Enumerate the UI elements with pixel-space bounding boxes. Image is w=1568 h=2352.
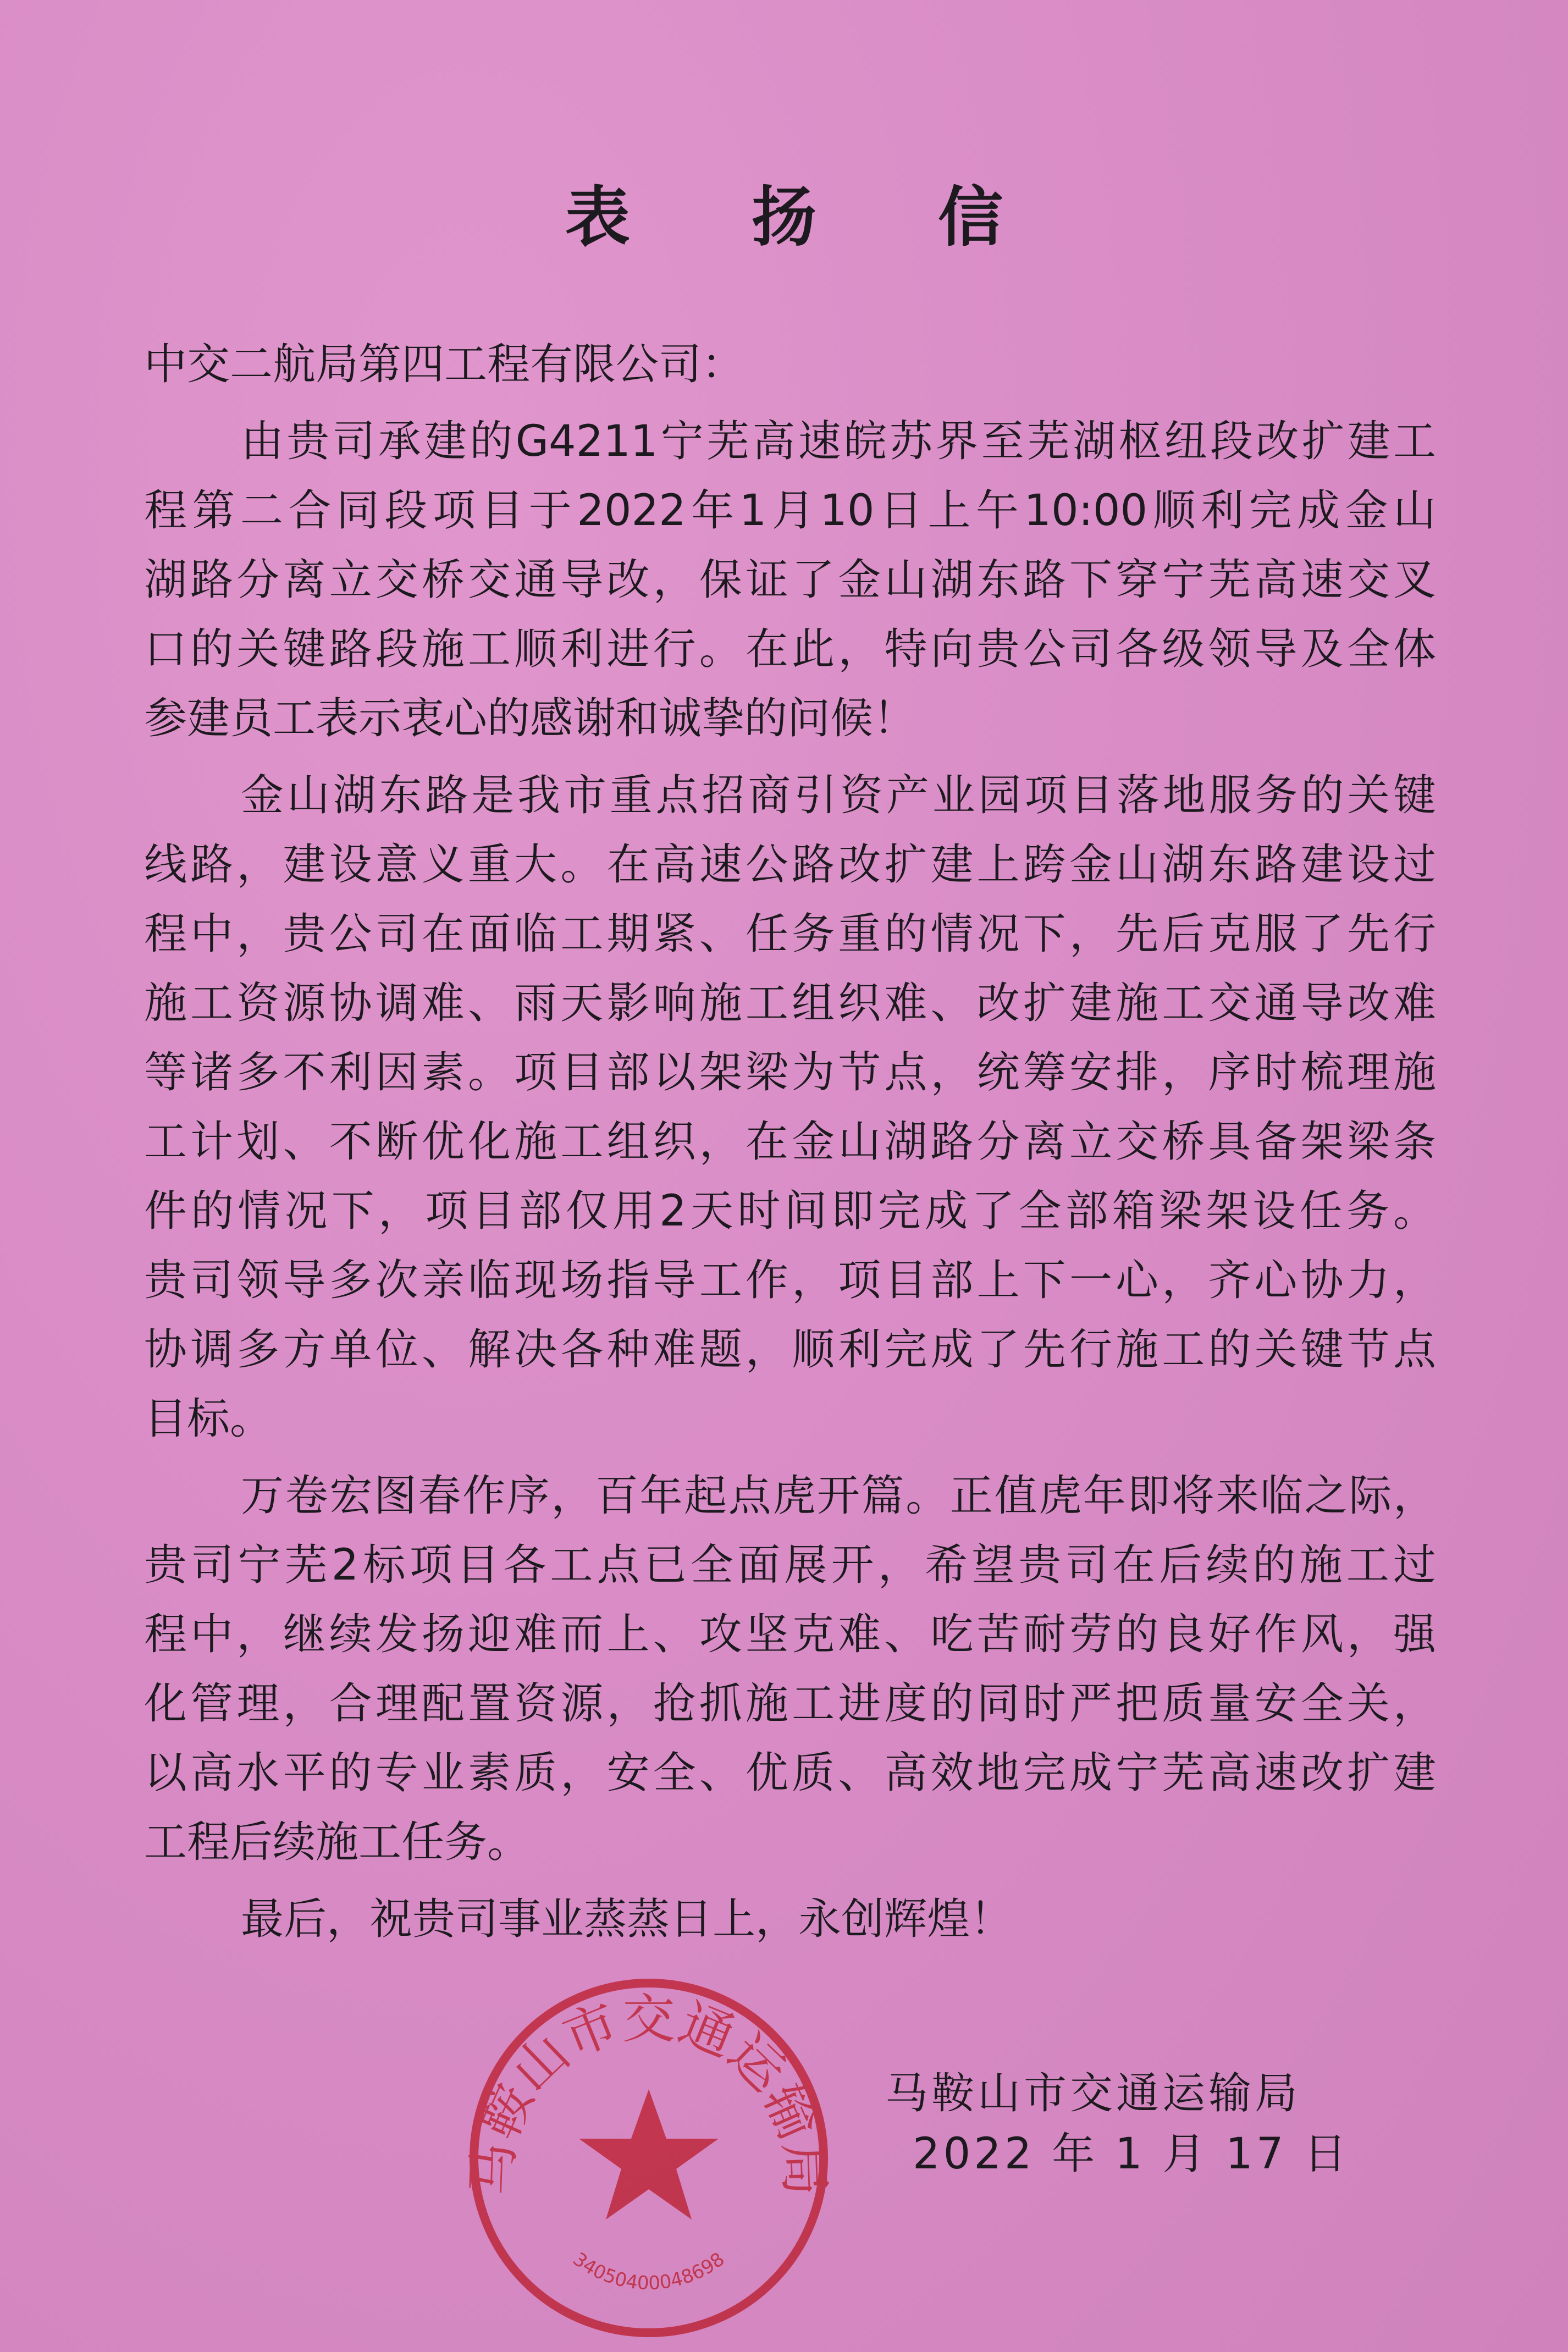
paragraph-line: 程中，继续发扬迎难而上、攻坚克难、吃苦耐劳的良好作风，强	[144, 1610, 1436, 1659]
seal-code-text: 34050400048698	[568, 2248, 729, 2295]
paragraph-line: 贵司领导多次亲临现场指导工作，项目部上下一心，齐心协力，	[144, 1256, 1436, 1305]
paragraph	[144, 761, 1436, 1454]
official-seal	[462, 1971, 836, 2345]
signature-date: 2022 年 1 月 17 日	[913, 2129, 1350, 2179]
paragraph-line: 线路，建设意义重大。在高速公路改扩建上跨金山湖东路建设过	[144, 840, 1436, 890]
paragraph-line: 金山湖东路是我市重点招商引资产业园项目落地服务的关键	[241, 771, 1436, 820]
paragraph-line: 工计划、不断优化施工组织，在金山湖路分离立交桥具备架梁条	[144, 1117, 1436, 1167]
paragraph-line: 等诸多不利因素。项目部以架梁为节点，统筹安排，序时梳理施	[144, 1048, 1436, 1097]
letter-title: 表 扬 信	[565, 179, 1053, 255]
paragraph-line: 化管理，合理配置资源，抢抓施工进度的同时严把质量安全关，	[144, 1679, 1436, 1729]
seal-org-text: 马鞍山市交通运输局	[462, 1988, 836, 2197]
paragraph-line: 施工资源协调难、雨天影响施工组织难、改扩建施工交通导改难	[144, 979, 1436, 1028]
paragraph-line: 工程后续施工任务。	[144, 1818, 531, 1867]
paragraph-line: 万卷宏图春作序，百年起点虎开篇。正值虎年即将来临之际，	[241, 1471, 1436, 1521]
letter-body	[144, 330, 1436, 1954]
salutation: 中交二航局第四工程有限公司：	[144, 340, 745, 389]
paragraph-line: 贵司宁芜2标项目各工点已全面展开，希望贵司在后续的施工过	[144, 1541, 1436, 1590]
paragraph-line: 目标。	[144, 1394, 273, 1444]
paragraph-line: 以高水平的专业素质，安全、优质、高效地完成宁芜高速改扩建	[144, 1748, 1436, 1798]
paragraph-line: 件的情况下，项目部仅用2天时间即完成了全部箱梁架设任务。	[144, 1186, 1436, 1236]
paragraph-line: 由贵司承建的G4211宁芜高速皖苏界至芜湖枢纽段改扩建工	[241, 417, 1436, 466]
paragraph-line: 口的关键路段施工顺利进行。在此，特向贵公司各级领导及全体	[144, 625, 1436, 674]
paragraph-line: 湖路分离立交桥交通导改，保证了金山湖东路下穿宁芜高速交叉	[144, 555, 1436, 605]
paragraph-line: 程中，贵公司在面临工期紧、任务重的情况下，先后克服了先行	[144, 909, 1436, 959]
paragraph	[144, 407, 1436, 753]
seal-star-icon	[579, 2089, 719, 2220]
paragraph-line: 程第二合同段项目于2022年1月10日上午10:00顺利完成金山	[144, 486, 1436, 535]
paragraph	[144, 1461, 1436, 1877]
paragraph	[144, 1885, 1436, 1954]
paragraph-line: 协调多方单位、解决各种难题，顺利完成了先行施工的关键节点	[144, 1325, 1436, 1374]
signature-org: 马鞍山市交通运输局	[885, 2069, 1301, 2118]
paragraph-line: 参建员工表示衷心的感谢和诚挚的问候！	[144, 694, 916, 743]
paragraph-line: 最后，祝贵司事业蒸蒸日上，永创辉煌！	[241, 1895, 1013, 1944]
